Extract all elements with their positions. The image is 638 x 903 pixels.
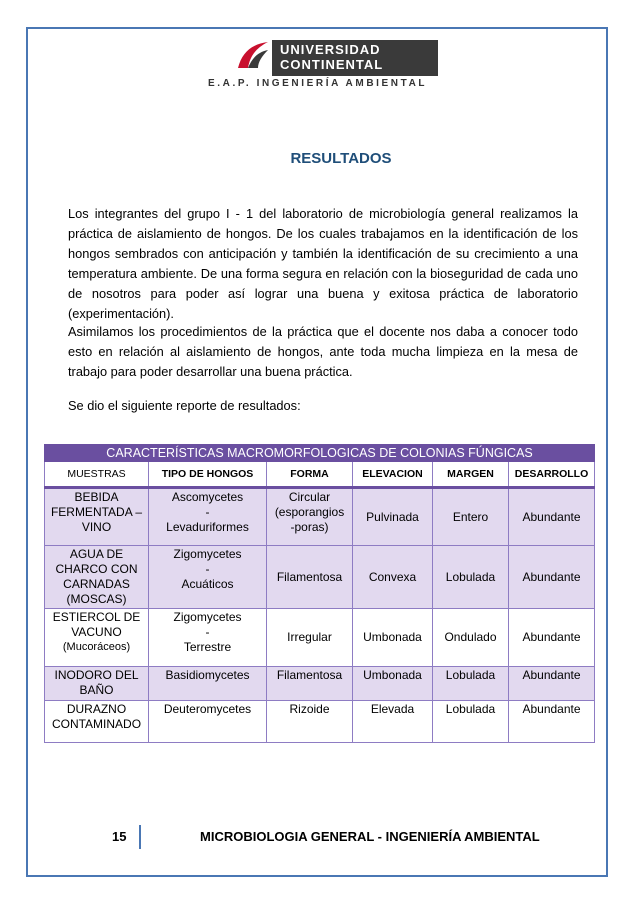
page-number: 15: [112, 829, 127, 844]
page-footer: [0, 829, 638, 853]
cell-elevacion: Elevada: [353, 701, 433, 743]
cell-margen: Lobulada: [433, 667, 509, 701]
cell-elevacion: Umbonada: [353, 609, 433, 667]
table-row: [45, 667, 595, 701]
col-header-desarrollo: DESARROLLO: [509, 462, 595, 488]
col-header-margen: MARGEN: [433, 462, 509, 488]
logo-subtitle: E.A.P. INGENIERÍA AMBIENTAL: [208, 78, 428, 89]
logo-line-2: CONTINENTAL: [280, 57, 384, 72]
paragraph-3: Se dio el siguiente reporte de resultados:: [68, 398, 301, 413]
cell-muestra: ESTIERCOL DE VACUNO (Mucoráceos): [45, 609, 149, 667]
table-row: [45, 488, 595, 546]
cell-muestra: INODORO DEL BAÑO: [45, 667, 149, 701]
cell-desarrollo: Abundante: [509, 609, 595, 667]
table-row: [45, 546, 595, 609]
cell-elevacion: Umbonada: [353, 667, 433, 701]
cell-desarrollo: Abundante: [509, 546, 595, 609]
table-row: [45, 701, 595, 743]
cell-margen: Lobulada: [433, 546, 509, 609]
logo-wordmark: [272, 40, 438, 76]
results-table: [44, 444, 595, 743]
cell-desarrollo: Abundante: [509, 667, 595, 701]
cell-forma: Rizoide: [267, 701, 353, 743]
cell-tipo: Basidiomycetes: [149, 667, 267, 701]
cell-tipo: Deuteromycetes: [149, 701, 267, 743]
cell-elevacion: Convexa: [353, 546, 433, 609]
cell-tipo: Ascomycetes - Levaduriformes: [149, 488, 267, 546]
cell-desarrollo: Abundante: [509, 488, 595, 546]
cell-muestra: AGUA DE CHARCO CON CARNADAS (MOSCAS): [45, 546, 149, 609]
table-row: [45, 609, 595, 667]
paragraph-2: Asimilamos los procedimientos de la práctica que el docente nos daba a conocer todo esto en relación al aislamiento de hongos, ante toda mucha limpieza en la mesa de trabajo para poder desarrollar una buena práctica.: [68, 324, 578, 379]
cell-margen: Ondulado: [433, 609, 509, 667]
logo-emblem-icon: [234, 38, 272, 72]
col-header-muestras: MUESTRAS: [45, 462, 149, 488]
cell-muestra: BEBIDA FERMENTADA – VINO: [45, 488, 149, 546]
table-caption: CARACTERÍSTICAS MACROMORFOLOGICAS DE COLONIAS FÚNGICAS: [45, 445, 595, 462]
footer-divider: [139, 825, 141, 849]
cell-margen: Lobulada: [433, 701, 509, 743]
footer-text: MICROBIOLOGIA GENERAL - INGENIERÍA AMBIENTAL: [200, 829, 540, 844]
cell-forma: Filamentosa: [267, 667, 353, 701]
cell-muestra: DURAZNO CONTAMINADO: [45, 701, 149, 743]
cell-elevacion: Pulvinada: [353, 488, 433, 546]
col-header-forma: FORMA: [267, 462, 353, 488]
cell-forma: Filamentosa: [267, 546, 353, 609]
col-header-tipo: TIPO DE HONGOS: [149, 462, 267, 488]
col-header-elevacion: ELEVACION: [353, 462, 433, 488]
cell-forma: Irregular: [267, 609, 353, 667]
cell-tipo: Zigomycetes - Terrestre: [149, 609, 267, 667]
cell-forma: Circular (esporangios -poras): [267, 488, 353, 546]
cell-margen: Entero: [433, 488, 509, 546]
paragraph-1: Los integrantes del grupo I - 1 del laboratorio de microbiología general realizamos la práctica de aislamiento de hongos. De los cuales trabajamos en la identificación de los hongos sembrados con anticipación y también la identificación de su crecimiento a una temperatura ambiente. De una forma segura en relación con la bioseguridad de cada uno de nosotros para poder así lograr una buena y exitosa práctica de laboratorio (experimentación).: [68, 206, 578, 321]
page-title: RESULTADOS: [290, 150, 392, 167]
cell-desarrollo: Abundante: [509, 701, 595, 743]
logo-line-1: UNIVERSIDAD: [280, 42, 381, 57]
university-logo: [208, 38, 442, 94]
cell-tipo: Zigomycetes - Acuáticos: [149, 546, 267, 609]
